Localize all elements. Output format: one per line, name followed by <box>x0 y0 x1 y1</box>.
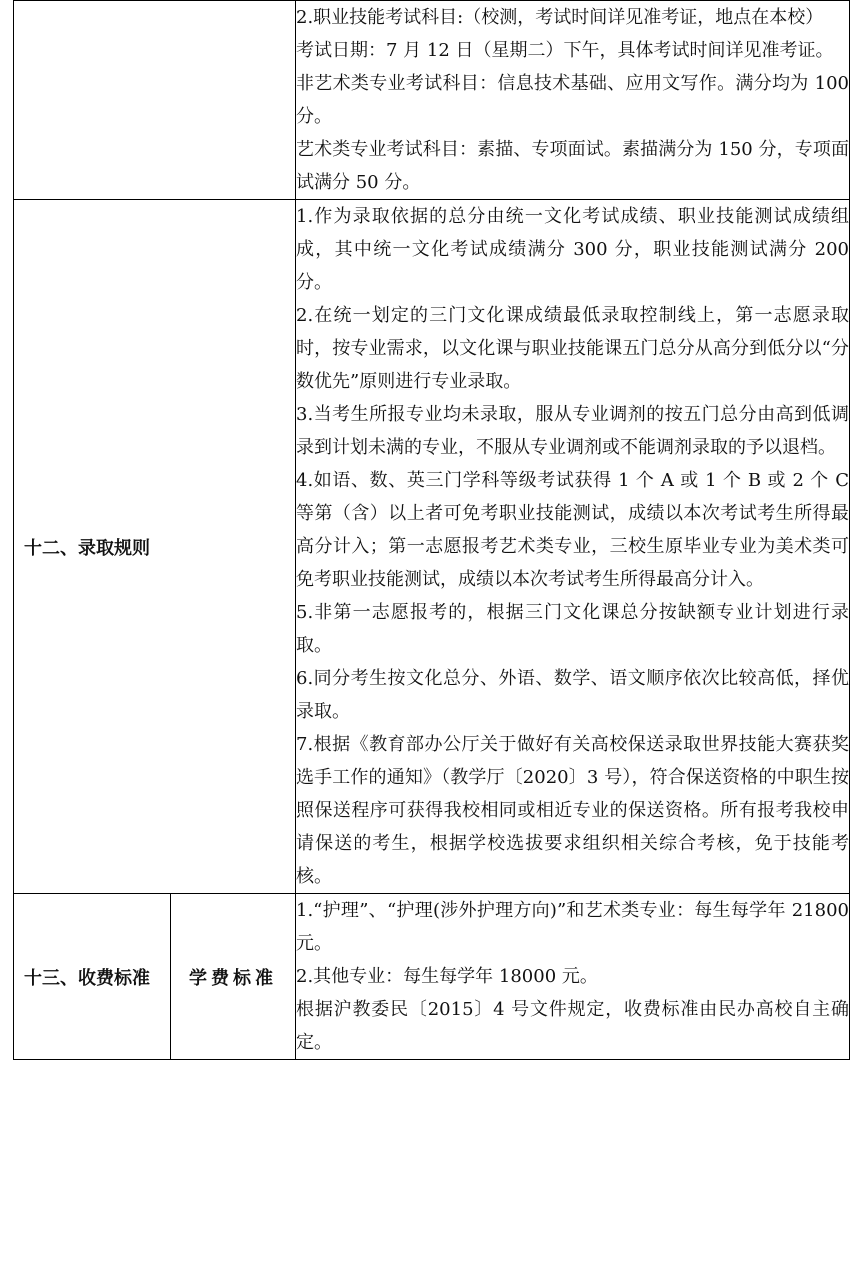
exam-paragraph: 2.职业技能考试科目:（校测，考试时间详见准考证，地点在本校） <box>296 7 824 28</box>
admission-paragraph: 6.同分考生按文化总分、外语、数学、语文顺序依次比较高低，择优录取。 <box>296 668 849 722</box>
fees-paragraph: 根据沪教委民〔2015〕4 号文件规定，收费标准由民办高校自主确定。 <box>296 999 849 1053</box>
row-sublabel-tuition <box>171 894 296 1060</box>
admission-content-cell <box>296 200 850 894</box>
row-label-admission <box>14 200 296 894</box>
table-row-fees <box>14 894 850 1060</box>
regulation-table <box>13 0 850 1060</box>
exam-paragraph: 艺术类专业考试科目：素描、专项面试。素描满分为 150 分，专项面试满分 50 分。 <box>296 139 849 193</box>
fees-content-cell <box>296 894 850 1060</box>
row-label-admission-text: 十二、录取规则 <box>24 537 150 559</box>
row-label-fees <box>14 894 171 1060</box>
fees-paragraph: 2.其他专业：每生每学年 18000 元。 <box>296 966 598 987</box>
admission-paragraph: 2.在统一划定的三门文化课成绩最低录取控制线上，第一志愿录取时，按专业需求，以文化课与职业技能课五门总分从高分到低分以“分数优先”原则进行专业录取。 <box>296 305 849 392</box>
row-label-exam <box>14 1 296 200</box>
admission-paragraph: 4.如语、数、英三门学科等级考试获得 1 个 A 或 1 个 B 或 2 个 C 等第（含）以上者可免考职业技能测试，成绩以本次考试考生所得最高分计入；第一志愿报考艺术类专业，三校生原毕业专业为美术类可免考职业技能测试，成绩以本次考试考生所得最高分计入。 <box>296 470 849 590</box>
row-label-fees-text: 十三、收费标准 <box>24 967 150 989</box>
exam-paragraph: 非艺术类专业考试科目：信息技术基础、应用文写作。满分均为 100 分。 <box>296 73 849 127</box>
fees-paragraph: 1.“护理”、“护理(涉外护理方向)”和艺术类专业：每生每学年 21800 元。 <box>296 900 849 954</box>
exam-content-cell <box>296 1 850 200</box>
row-sublabel-tuition-text: 学费标准 <box>189 967 277 989</box>
table-row-admission <box>14 200 850 894</box>
admission-paragraph: 7.根据《教育部办公厅关于做好有关高校保送录取世界技能大赛获奖选手工作的通知》（教学厅〔2020〕3 号），符合保送资格的中职生按照保送程序可获得我校相同或相近专业的保送资格。所有报考我校申请保送的考生，根据学校选拔要求组织相关综合考核，免于技能考核。 <box>296 734 849 887</box>
admission-paragraph: 1.作为录取依据的总分由统一文化考试成绩、职业技能测试成绩组成，其中统一文化考试成绩满分 300 分，职业技能测试满分 200 分。 <box>296 206 849 293</box>
exam-paragraph: 考试日期：7 月 12 日（星期二）下午，具体考试时间详见准考证。 <box>296 40 834 61</box>
admission-paragraph: 3.当考生所报专业均未录取，服从专业调剂的按五门总分由高到低调录到计划未满的专业，不服从专业调剂或不能调剂录取的予以退档。 <box>296 404 849 458</box>
table-row-exam <box>14 1 850 200</box>
admission-paragraph: 5.非第一志愿报考的，根据三门文化课总分按缺额专业计划进行录取。 <box>296 602 849 656</box>
